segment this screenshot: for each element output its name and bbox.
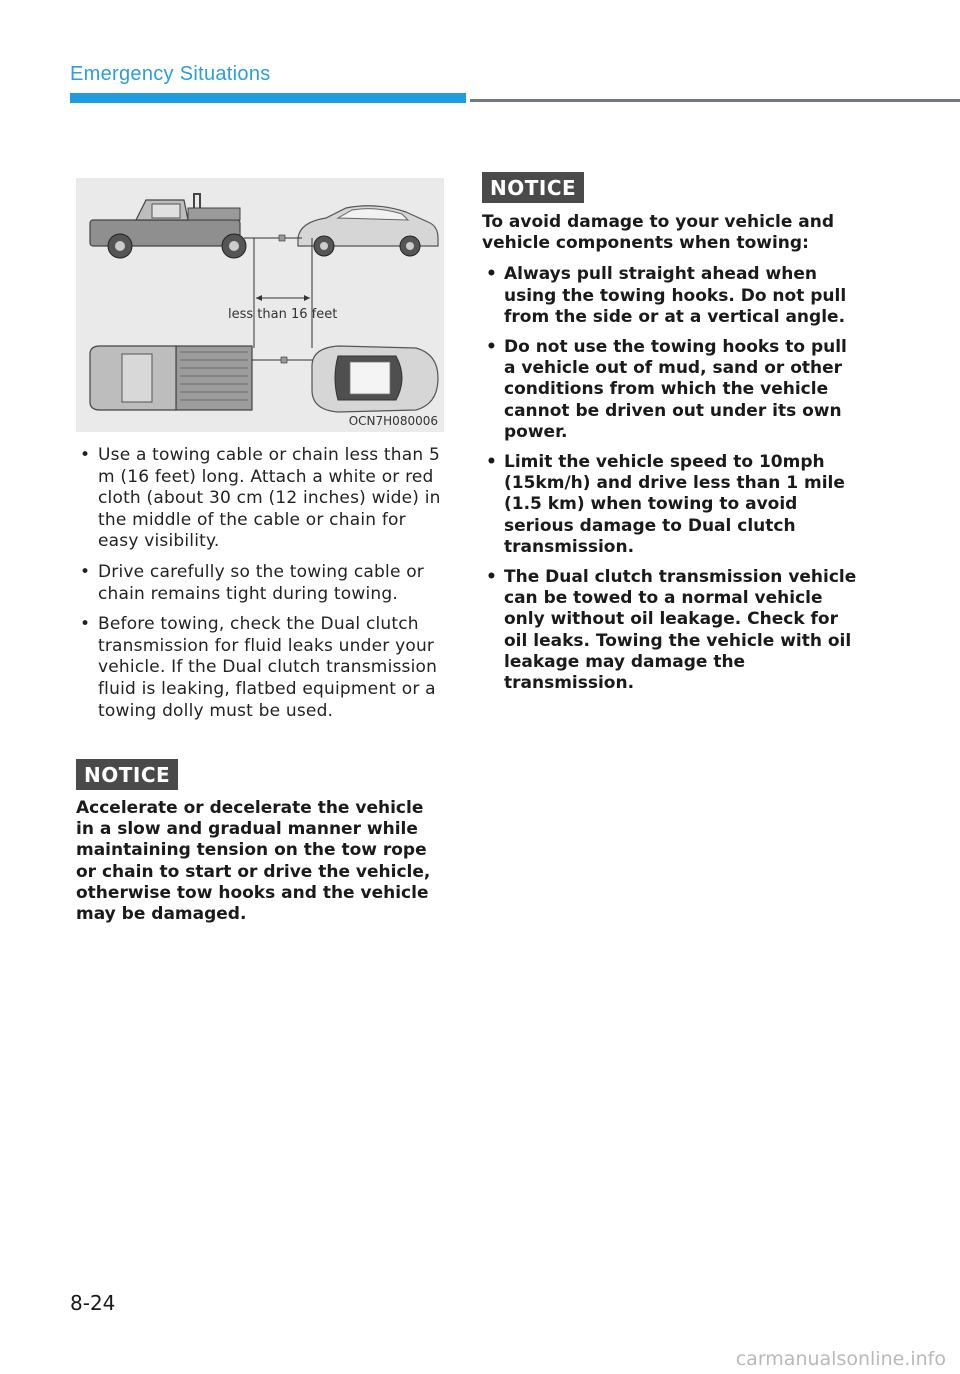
- notice-list: [482, 264, 862, 694]
- header-rule: [470, 99, 960, 102]
- towed-car-top-icon: [312, 346, 438, 412]
- notice-badge: NOTICE: [76, 759, 178, 790]
- tow-truck-side-icon: [90, 194, 246, 258]
- towing-diagram-svg: [76, 178, 444, 432]
- distance-label: less than 16 feet: [228, 307, 338, 322]
- list-item: • Drive carefully so the towing cable or chain remains tight during towing.: [76, 562, 446, 605]
- list-item: • The Dual clutch transmission vehicle can be towed to a normal vehicle only without oil leakage. Check for oil leaks. Towing the vehicle with oil leakage may damage the transmission.: [482, 567, 862, 694]
- tow-truck-top-icon: [90, 346, 252, 410]
- list-item: • Before towing, check the Dual clutch transmission for fluid leaks under your vehicle. If the Dual clutch transmission fluid is leaking, flatbed equipment or a towing dolly must be used.: [76, 614, 446, 722]
- figure-code: OCN7H080006: [348, 414, 438, 428]
- section-title: Emergency Situations: [70, 63, 271, 85]
- notice-intro: To avoid damage to your vehicle and vehicle components when towing:: [482, 212, 835, 254]
- list-item: • Do not use the towing hooks to pull a vehicle out of mud, sand or other conditions from which the vehicle cannot be driven out under its own power.: [482, 337, 862, 443]
- list-item: • Use a towing cable or chain less than 5 m (16 feet) long. Attach a white or red cloth (about 30 cm (12 inches) wide) in the middle of the cable or chain for easy visibility.: [76, 445, 446, 553]
- towed-car-side-icon: [298, 206, 438, 256]
- list-item: • Always pull straight ahead when using the towing hooks. Do not pull from the side or at a vertical angle.: [482, 264, 862, 328]
- page-number: 8-24: [70, 1291, 116, 1315]
- notice-text: Accelerate or decelerate the vehicle in a slow and gradual manner while maintaining tension on the tow rope or chain to start or drive the vehicle, otherwise tow hooks and the vehicle may be damaged.: [76, 798, 431, 925]
- list-item: • Limit the vehicle speed to 10mph (15km/h) and drive less than 1 mile (1.5 km) when towing to avoid serious damage to Dual clutch transmission.: [482, 452, 862, 558]
- towing-illustration: [76, 178, 444, 432]
- notice-badge: NOTICE: [482, 172, 584, 203]
- left-column: [76, 445, 446, 731]
- notice-towing-hooks: [482, 172, 862, 703]
- header-rule-accent: [70, 93, 466, 103]
- notice-accelerate: [76, 759, 446, 925]
- towing-instructions-list: [76, 445, 446, 722]
- watermark: carmanualsonline.info: [735, 1348, 946, 1370]
